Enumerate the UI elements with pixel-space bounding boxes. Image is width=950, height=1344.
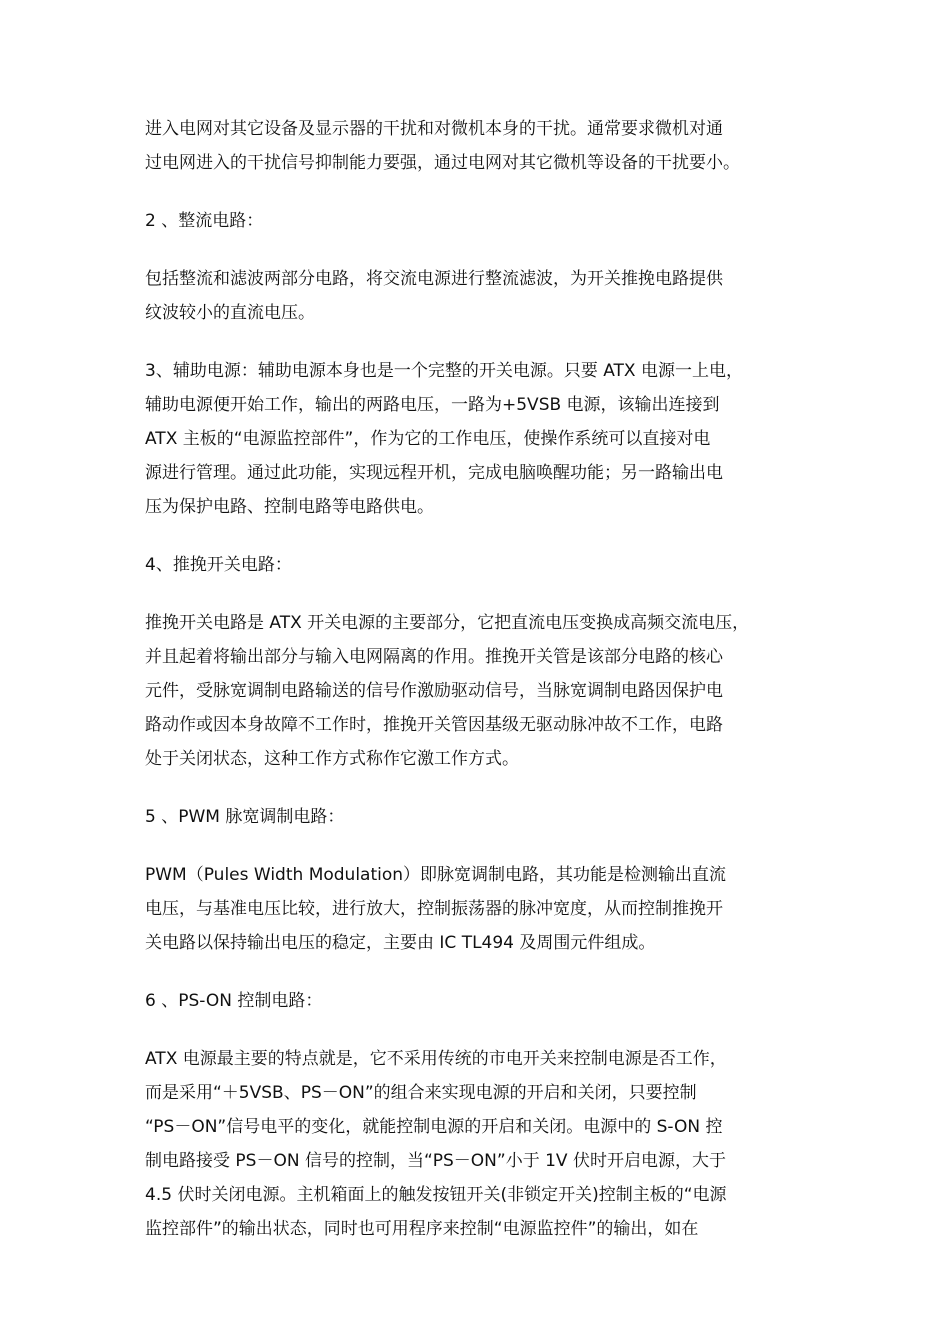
text-line: 监控部件”的输出状态，同时也可用程序来控制“电源监控件”的输出，如在	[145, 1219, 699, 1239]
text-line: 辅助电源便开始工作，输出的两路电压，一路为+5VSB 电源，该输出连接到	[145, 395, 720, 415]
paragraph-push-pull	[145, 606, 810, 776]
section-heading-ps-on	[145, 984, 810, 1018]
text-line: 处于关闭状态，这种工作方式称作它激工作方式。	[145, 749, 519, 769]
text-line: PWM（Pules Width Modulation）即脉宽调制电路，其功能是检测输出直流	[145, 865, 727, 885]
text-line: 路动作或因本身故障不工作时，推挽开关管因基级无驱动脉冲故不工作，电路	[145, 715, 723, 735]
heading-text: 6 、PS-ON 控制电路：	[145, 991, 323, 1011]
text-line: 源进行管理。通过此功能，实现远程开机，完成电脑唤醒功能；另一路输出电	[145, 463, 723, 483]
heading-text: 5 、PWM 脉宽调制电路：	[145, 807, 345, 827]
paragraph-pwm	[145, 858, 810, 960]
text-line: 并且起着将输出部分与输入电网隔离的作用。推挽开关管是该部分电路的核心	[145, 647, 723, 667]
text-line: 纹波较小的直流电压。	[145, 303, 315, 323]
text-line: 推挽开关电路是 ATX 开关电源的主要部分，它把直流电压变换成高频交流电压，	[145, 613, 750, 633]
paragraph-interference	[145, 112, 810, 180]
text-line: 制电路接受 PS－ON 信号的控制，当“PS－ON”小于 1V 伏时开启电源，大于	[145, 1151, 726, 1171]
text-line: ATX 电源最主要的特点就是，它不采用传统的市电开关来控制电源是否工作，	[145, 1049, 727, 1069]
text-line: ATX 主板的“电源监控部件”，作为它的工作电压，使操作系统可以直接对电	[145, 429, 711, 449]
heading-text: 4、推挽开关电路：	[145, 555, 292, 575]
text-line: 电压，与基准电压比较，进行放大，控制振荡器的脉冲宽度，从而控制推挽开	[145, 899, 723, 919]
text-line: 压为保护电路、控制电路等电路供电。	[145, 497, 434, 517]
paragraph-ps-on	[145, 1042, 810, 1246]
text-line: 关电路以保持输出电压的稳定，主要由 IC TL494 及周围元件组成。	[145, 933, 656, 953]
text-line: 包括整流和滤波两部分电路，将交流电源进行整流滤波，为开关推挽电路提供	[145, 269, 723, 289]
text-line: 过电网进入的干扰信号抑制能力要强，通过电网对其它微机等设备的干扰要小。	[145, 153, 740, 173]
text-line: 4.5 伏时关闭电源。主机箱面上的触发按钮开关(非锁定开关)控制主板的“电源	[145, 1185, 727, 1205]
text-line: 进入电网对其它设备及显示器的干扰和对微机本身的干扰。通常要求微机对通	[145, 119, 723, 139]
text-line: “PS－ON”信号电平的变化，就能控制电源的开启和关闭。电源中的 S-ON 控	[145, 1117, 723, 1137]
document-body	[145, 112, 810, 1270]
text-line: 而是采用“＋5VSB、PS－ON”的组合来实现电源的开启和关闭，只要控制	[145, 1083, 697, 1103]
heading-text: 2 、整流电路：	[145, 211, 264, 231]
section-heading-rectifier	[145, 204, 810, 238]
paragraph-auxiliary-power	[145, 354, 810, 524]
section-heading-push-pull	[145, 548, 810, 582]
paragraph-rectifier	[145, 262, 810, 330]
text-line: 3、辅助电源：辅助电源本身也是一个完整的开关电源。只要 ATX 电源一上电，	[145, 361, 743, 381]
section-heading-pwm	[145, 800, 810, 834]
text-line: 元件，受脉宽调制电路输送的信号作激励驱动信号，当脉宽调制电路因保护电	[145, 681, 723, 701]
